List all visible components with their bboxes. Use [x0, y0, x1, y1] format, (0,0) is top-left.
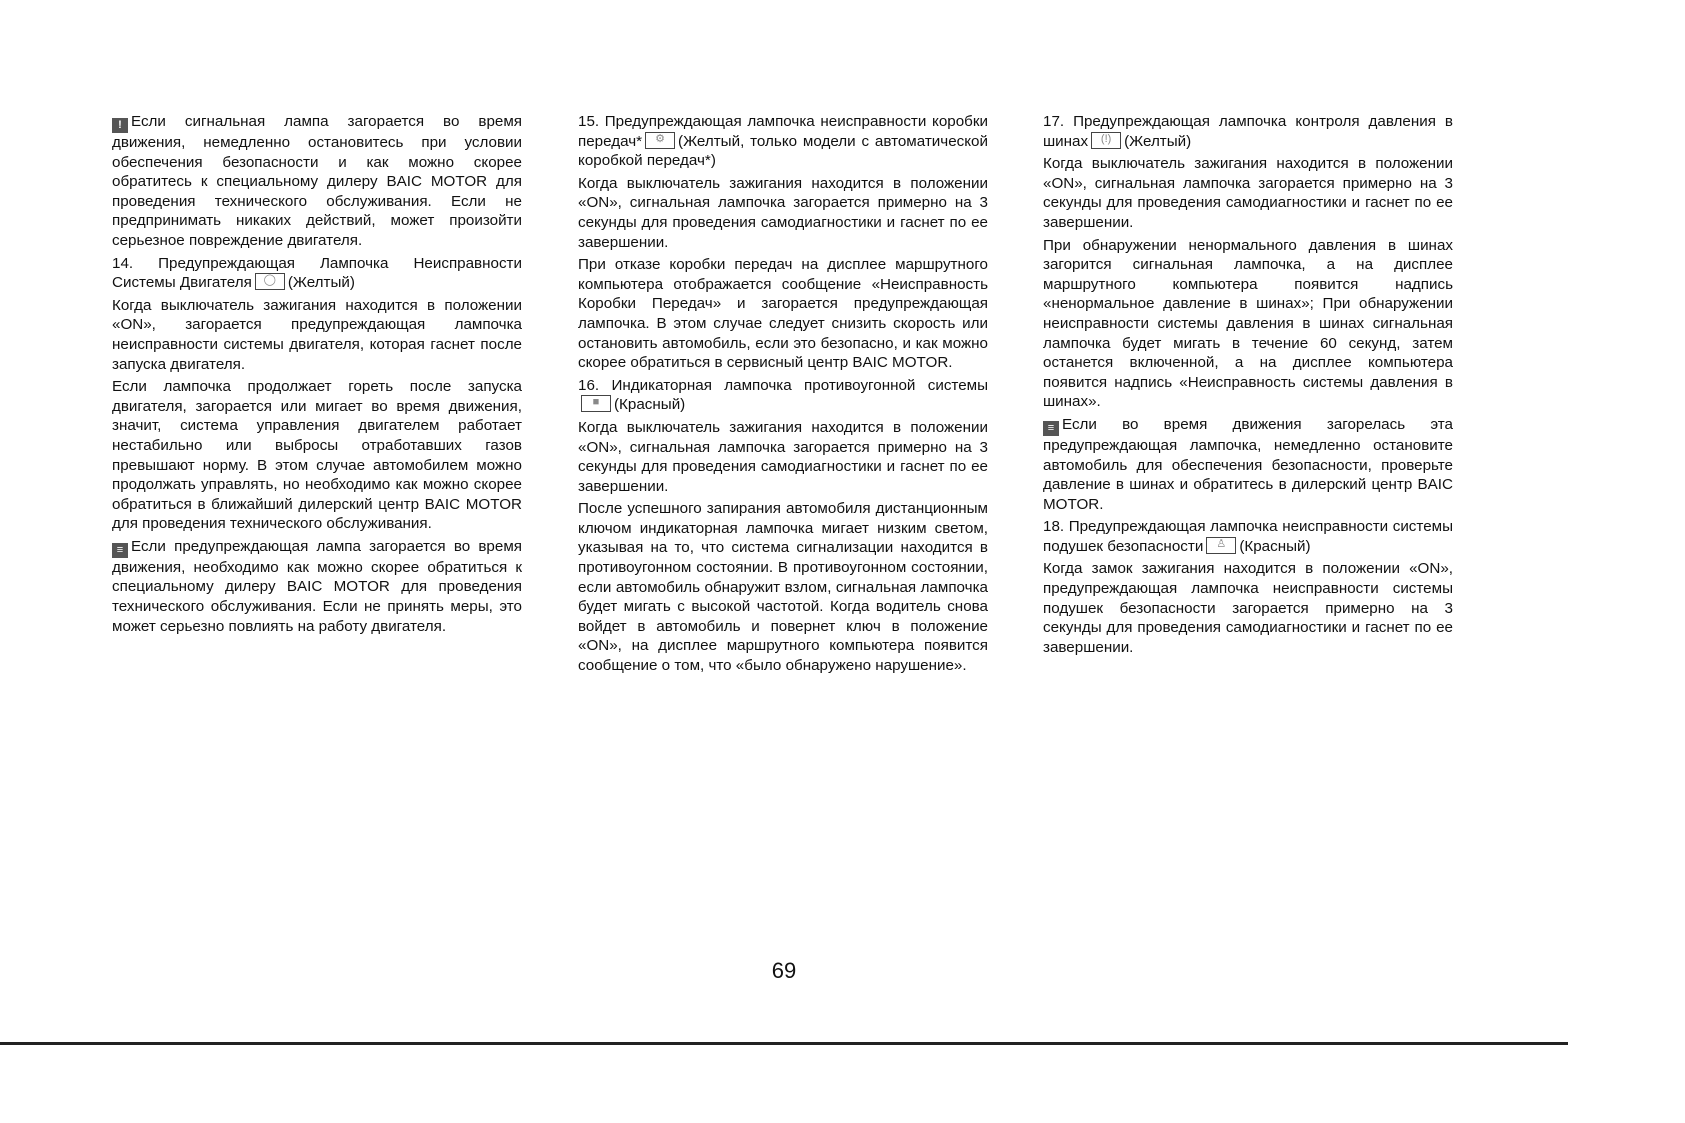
text-column-2: [578, 112, 988, 679]
section-17-body-1: Когда выключатель зажигания находится в положении «ON», сигнальная лампочка загорается примерно на 3 секунды для проведения самодиагностики и гаснет по ее завершении.: [1043, 155, 1453, 231]
page-number: 69: [771, 958, 797, 983]
caution-paragraph-17: ≡ Если во время движения загорелась эта предупреждающая лампочка, немедленно остановите автомобиль для обеспечения безопасности, проверьте давление в шинах и обратитесь в дилерский центр BAIC MOTOR.: [1043, 415, 1453, 513]
tire-pressure-icon: (!): [1091, 132, 1121, 149]
airbag-icon: ♙: [1206, 537, 1236, 554]
bottom-rule: [0, 1042, 1568, 1045]
section-14-heading: 14. Предупреждающая Лампочка Неисправности Системы Двигателя ◯ (Желтый): [112, 254, 522, 292]
warning-triangle-icon: !: [112, 118, 128, 133]
caution-icon: ≡: [1043, 421, 1059, 436]
caution-icon: ≡: [112, 543, 128, 558]
check-engine-icon: ◯: [255, 273, 285, 290]
section-14-body-2: Если лампочка продолжает гореть после запуска двигателя, загорается или мигает во время движения, значит, система управления двигателем работает нестабильно или выбросы отработавших газов превышают норму. В этом случае автомобилем можно продолжать управлять, но необходимо как можно скорее обратиться в ближайший дилерский центр BAIC MOTOR для проведения технического обслуживания.: [112, 378, 522, 533]
anti-theft-lock-icon: ■: [581, 395, 611, 412]
section-16-body-1: Когда выключатель зажигания находится в положении «ON», сигнальная лампочка загорается примерно на 3 секунды для проведения самодиагностики и гаснет по ее завершении.: [578, 418, 988, 495]
section-16-body-2: После успешного запирания автомобиля дистанционным ключом индикаторная лампочка мигает низким светом, указывая на то, что система сигнализации находится в противоугонном состоянии. В противоугонном состоянии, если автомобиль обнаружит взлом, сигнальная лампочка будет мигать с высокой частотой. Когда водитель снова войдет в автомобиль и повернет ключ в положение «ON», на дисплее маршрутного компьютера появится сообщение о том, что «было обнаружено нарушение».: [578, 500, 988, 675]
section-17-heading: 17. Предупреждающая лампочка контроля давления в шинах (!) (Желтый): [1043, 113, 1453, 150]
section-18-heading: 18. Предупреждающая лампочка неисправности системы подушек безопасности ♙ (Красный): [1043, 518, 1453, 555]
text-column-3: [1043, 112, 1453, 660]
section-17-body-2: При обнаружении ненормального давления в шинах загорится сигнальная лампочка, а на дисплее маршрутного компьютера появится надпись «ненормальное давление в шинах»; При обнаружении неисправности системы давления в шинах сигнальная лампочка будет мигать в течение 60 секунд, затем останется включенной, а на дисплее компьютера появится надпись «Неисправность системы давления в шинах».: [1043, 236, 1453, 411]
transmission-gear-icon: ⚙: [645, 132, 675, 149]
section-15-body-1: Когда выключатель зажигания находится в положении «ON», сигнальная лампочка загорается примерно на 3 секунды для проведения самодиагностики и гаснет по ее завершении.: [578, 174, 988, 251]
section-14-body-1: Когда выключатель зажигания находится в положении «ON», загорается предупреждающая лампочка неисправности системы двигателя, которая гаснет после запуска двигателя.: [112, 296, 522, 373]
section-18-body-1: Когда замок зажигания находится в положении «ON», предупреждающая лампочка неисправности системы подушек безопасности загорается примерно на 3 секунды для проведения самодиагностики и гаснет по ее завершении.: [1043, 560, 1453, 656]
section-15-heading: 15. Предупреждающая лампочка неисправности коробки передач* ⚙ (Желтый, только модели с автоматической коробкой передач*): [578, 113, 988, 170]
section-16-heading: 16. Индикаторная лампочка противоугонной системы ■ (Красный): [578, 376, 988, 414]
caution-paragraph-14: ≡ Если предупреждающая лампа загорается во время движения, необходимо как можно скорее обратиться к специальному дилеру BAIC MOTOR для проведения технического обслуживания. Если не принять меры, это может серьезно повлиять на работу двигателя.: [112, 537, 522, 635]
section-15-body-2: При отказе коробки передач на дисплее маршрутного компьютера отображается сообщение «Неисправность Коробки Передач» и загорается предупреждающая лампочка. В этом случае следует снизить скорость или остановить автомобиль, если это безопасно, и как можно скорее обратиться в сервисный центр BAIC MOTOR.: [578, 256, 988, 372]
warning-paragraph-14: ! Если сигнальная лампа загорается во время движения, немедленно остановитесь при условии обеспечения безопасности и как можно скорее обратитесь к специальному дилеру BAIC MOTOR для проведения технического обслуживания. Если не предпринимать никаких действий, может произойти серьезное повреждение двигателя.: [112, 113, 522, 249]
text-column-1: [112, 112, 522, 639]
